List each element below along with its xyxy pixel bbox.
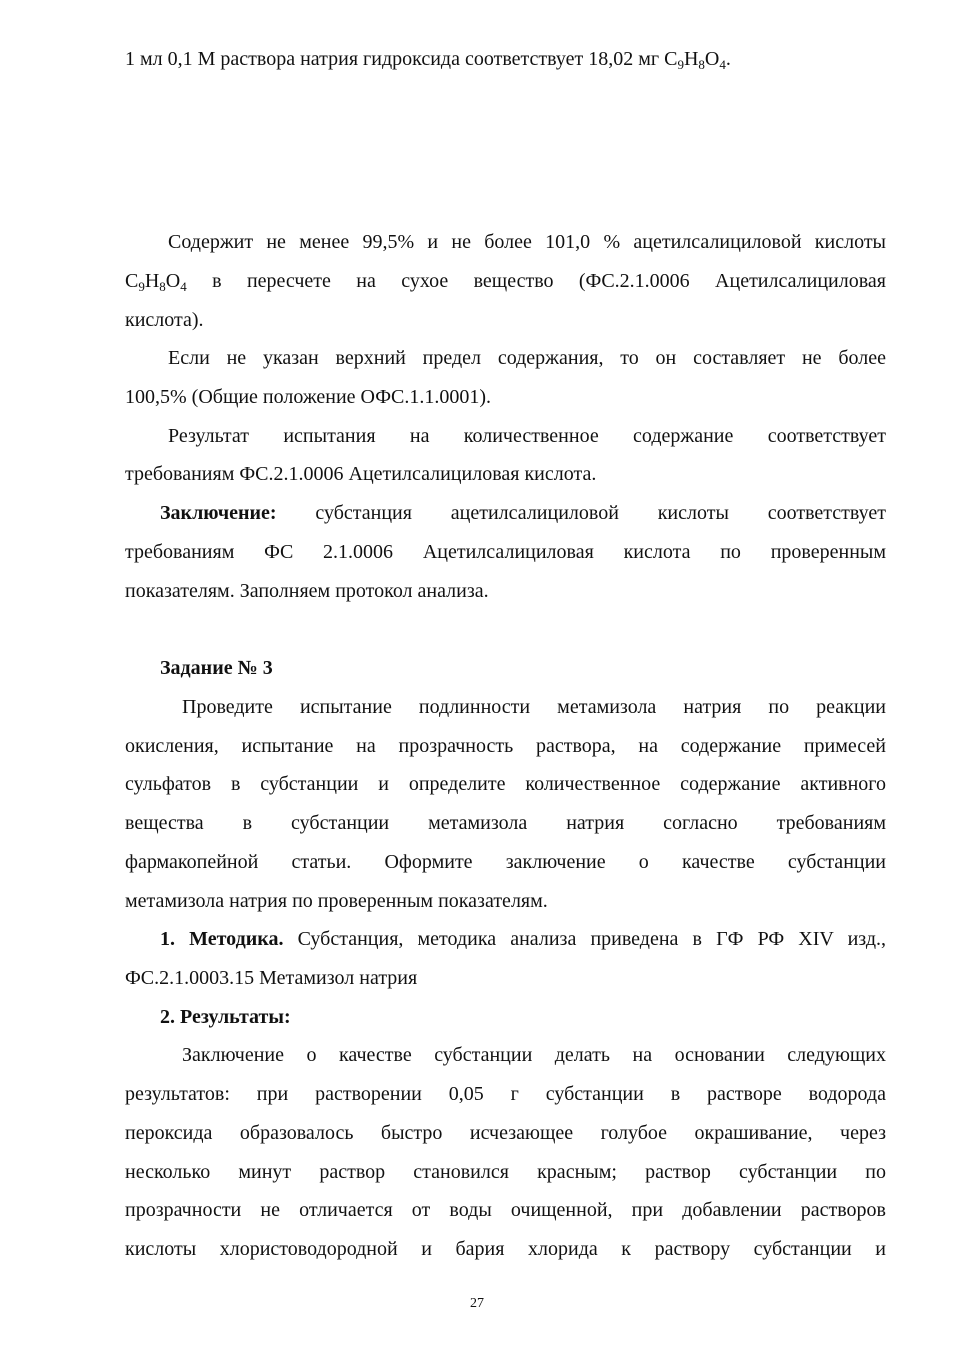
subscript: 9 (677, 57, 684, 72)
text-line: фармакопейной статьи. Оформите заключение о качестве субстанции (125, 851, 886, 873)
text-line: кислоты хлористоводородной и бария хлорида к раствору субстанции и (125, 1238, 886, 1260)
text-line: кислота). (125, 309, 204, 331)
text-line (125, 47, 886, 71)
subscript: 4 (180, 279, 187, 294)
text-line: ФС.2.1.0003.15 Метамизол натрия (125, 967, 418, 989)
section-heading (160, 656, 886, 680)
text-span: 1 мл 0,1 М раствора натрия гидроксида соответствует 18,02 мг C (125, 48, 678, 70)
text-line: Заключение о качестве субстанции делать на основании следующих (182, 1044, 886, 1066)
text-line: Проведите испытание подлинности метамизола натрия по реакции (182, 696, 886, 718)
conclusion-label: Заключение: (160, 502, 277, 524)
text-span: H (144, 270, 160, 292)
text-line: Содержит не менее 99,5% и не более 101,0 % ацетилсалициловой кислоты (168, 231, 886, 253)
text-line (125, 269, 886, 293)
text-span: C (125, 270, 139, 292)
method-label: 1. Методика. (160, 928, 284, 950)
text-line: прозрачности не отличается от воды очищенной, при добавлении растворов (125, 1199, 886, 1221)
subscript: 4 (719, 57, 726, 72)
text-line: Если не указан верхний предел содержания, то он составляет не более (168, 347, 886, 369)
text-line: пероксида образовалось быстро исчезающее голубое окрашивание, через (125, 1122, 886, 1144)
text-span: . (725, 48, 731, 70)
text-line: сульфатов в субстанции и определите количественное содержание активного (125, 773, 886, 795)
text-line: требованиям ФС 2.1.0006 Ацетилсалициловая кислота по проверенным (125, 541, 886, 563)
text-line: 100,5% (Общие положение ОФС.1.1.0001). (125, 386, 492, 408)
text-line: Результат испытания на количественное содержание соответствует (168, 425, 886, 447)
subscript: 8 (159, 279, 166, 294)
text-line: требованиям ФС.2.1.0006 Ацетилсалициловая кислота. (125, 463, 597, 485)
text-line: результатов: при растворении 0,05 г субстанции в растворе водорода (125, 1083, 886, 1105)
text-line (160, 927, 886, 951)
text-line (160, 501, 886, 525)
text-span: O (704, 48, 720, 70)
subscript: 8 (698, 57, 705, 72)
text-line: метамизола натрия по проверенным показателям. (125, 890, 548, 912)
subscript: 9 (138, 279, 145, 294)
text-span: O (165, 270, 181, 292)
text-span: H (683, 48, 699, 70)
page-number: 27 (470, 1296, 484, 1311)
text-span: субстанция ацетилсалициловой кислоты соответствует (276, 502, 886, 524)
text-span: Субстанция, методика анализа приведена в ГФ РФ XIV изд., (283, 928, 887, 950)
results-label: 2. Результаты: (160, 1006, 291, 1028)
task-heading: Задание № 3 (160, 657, 273, 679)
text-line: вещества в субстанции метамизола натрия согласно требованиям (125, 812, 886, 834)
text-line: несколько минут раствор становился красным; раствор субстанции по (125, 1161, 886, 1183)
text-span: в пересчете на сухое вещество (ФС.2.1.0006 Ацетилсалициловая (186, 270, 886, 292)
text-line: показателям. Заполняем протокол анализа. (125, 580, 489, 602)
section-heading (160, 1005, 886, 1029)
text-line: окисления, испытание на прозрачность раствора, на содержание примесей (125, 735, 886, 757)
